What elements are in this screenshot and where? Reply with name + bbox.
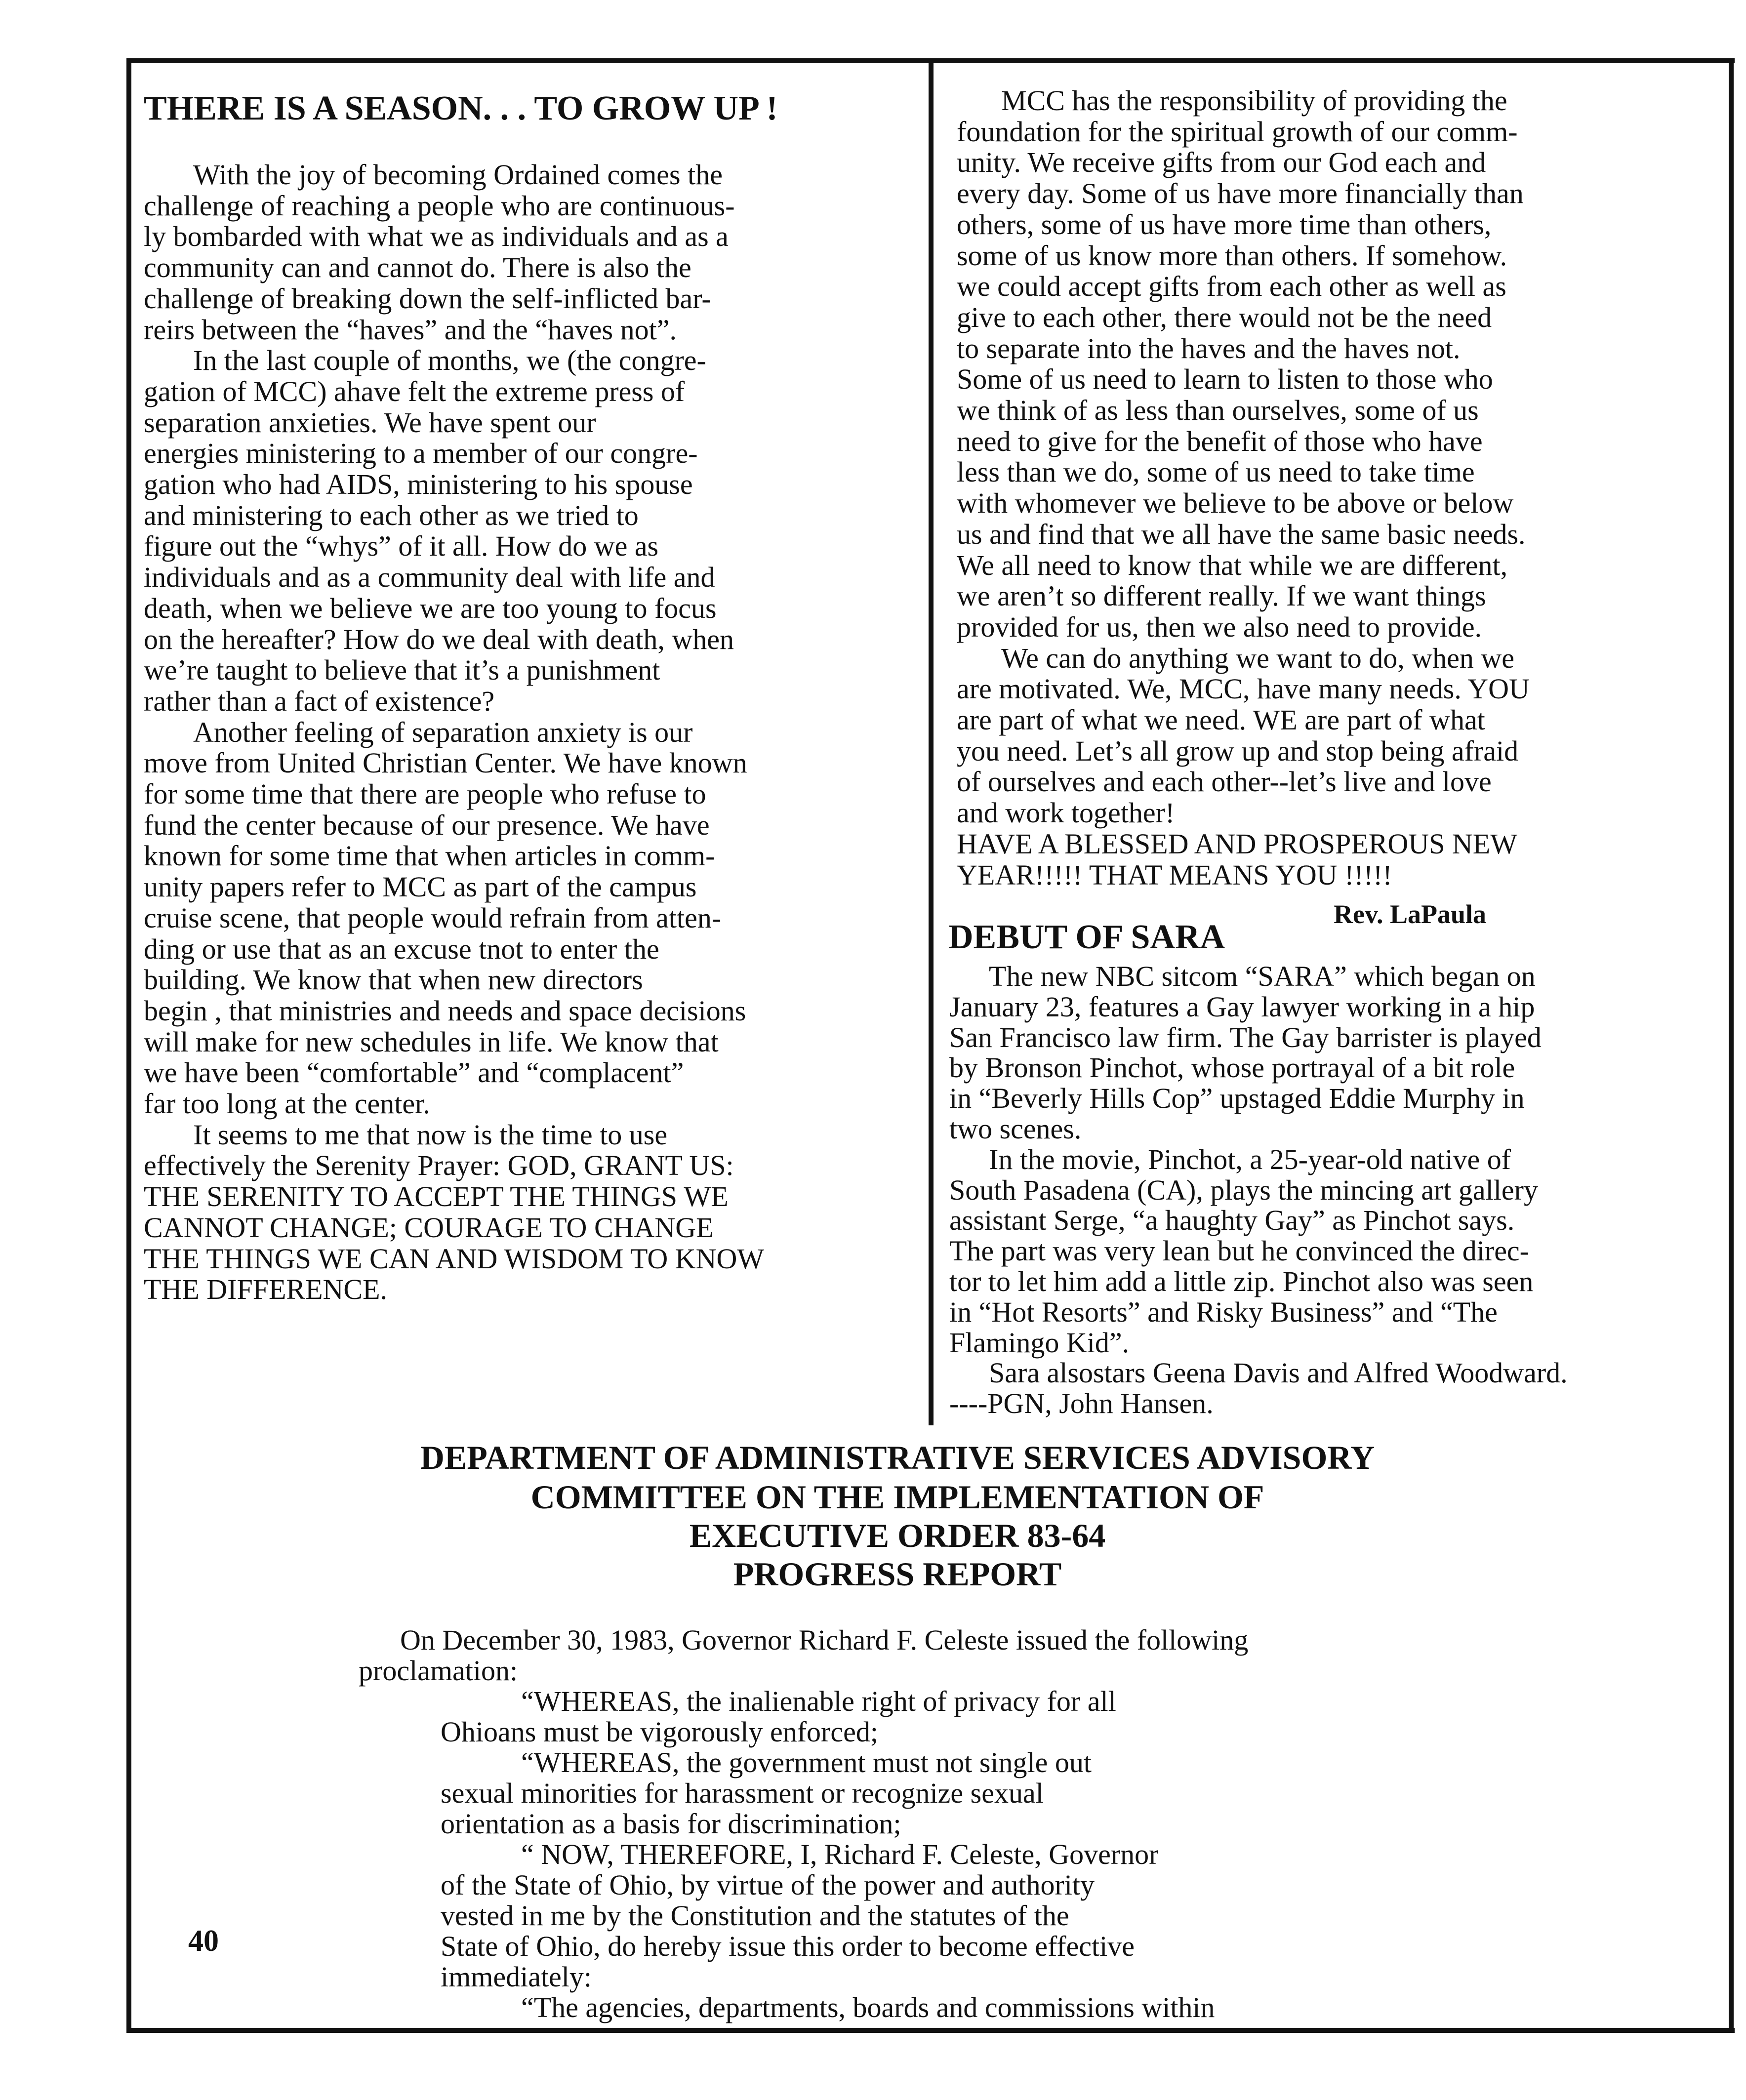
text-line: two scenes. — [949, 1113, 1082, 1145]
text-line: begin , that ministries and needs and space decisions — [144, 994, 746, 1027]
text-line: by Bronson Pinchot, whose portrayal of a bit role — [949, 1051, 1515, 1084]
text-line: “The agencies, departments, boards and commissions within — [521, 1991, 1215, 2023]
text-line: With the joy of becoming Ordained comes the — [193, 159, 723, 191]
text-line: challenge of breaking down the self-inflicted bar- — [144, 282, 711, 315]
text-line: MCC has the responsibility of providing the — [1001, 84, 1507, 117]
text-line: San Francisco law firm. The Gay barrister is played — [949, 1021, 1542, 1053]
text-line: of ourselves and each other--let’s live and love — [957, 766, 1492, 798]
text-line: figure out the “whys” of it all. How do we as — [144, 530, 659, 563]
text-line: It seems to me that now is the time to use — [193, 1118, 668, 1151]
text-line: we’re taught to believe that it’s a punishment — [144, 654, 660, 687]
text-line: us and find that we all have the same basic needs. — [957, 518, 1526, 550]
report-title-line-3: EXECUTIVE ORDER 83-64 — [689, 1517, 1106, 1554]
text-line: known for some time that when articles in comm- — [144, 840, 715, 872]
report-title-line-2: COMMITTEE ON THE IMPLEMENTATION OF — [530, 1478, 1264, 1516]
text-line: State of Ohio, do hereby issue this order to become effective — [441, 1930, 1135, 1962]
text-line: Sara alsostars Geena Davis and Alfred Woodward. — [989, 1357, 1568, 1389]
text-line: gation who had AIDS, ministering to his spouse — [144, 468, 693, 500]
text-line: to separate into the haves and the haves not. — [957, 332, 1461, 364]
text-line: THE DIFFERENCE. — [144, 1273, 387, 1306]
report-intro-line: On December 30, 1983, Governor Richard F. Celeste issued the following — [400, 1624, 1249, 1656]
text-line: gation of MCC) ahave felt the extreme press of — [144, 375, 685, 407]
text-line: far too long at the center. — [144, 1088, 430, 1120]
text-line: foundation for the spiritual growth of our comm- — [957, 115, 1518, 148]
column-divider — [929, 58, 934, 1425]
left-article-title: THERE IS A SEASON. . . TO GROW UP ! — [144, 89, 778, 127]
text-line: community can and cannot do. There is also the — [144, 251, 691, 284]
frame-right-border — [1729, 58, 1734, 2033]
text-line: Flamingo Kid”. — [949, 1326, 1130, 1359]
text-line: will make for new schedules in life. We know that — [144, 1025, 719, 1058]
frame-left-border — [126, 58, 131, 2033]
text-line: “WHEREAS, the government must not single out — [521, 1746, 1092, 1778]
text-line: we have been “comfortable” and “complacent” — [144, 1056, 684, 1089]
text-line: immediately: — [441, 1961, 592, 1993]
report-title-line-4: PROGRESS REPORT — [733, 1555, 1062, 1593]
text-line: We all need to know that while we are different, — [957, 549, 1508, 581]
text-line: individuals and as a community deal with life and — [144, 561, 715, 594]
text-line: death, when we believe we are too young to focus — [144, 592, 717, 624]
text-line: In the last couple of months, we (the congre- — [193, 344, 706, 377]
text-line: orientation as a basis for discrimination; — [441, 1808, 901, 1840]
text-line: need to give for the benefit of those who have — [957, 425, 1483, 457]
report-title-line-1: DEPARTMENT OF ADMINISTRATIVE SERVICES ADVISORY — [420, 1439, 1375, 1476]
text-line: The new NBC sitcom “SARA” which began on — [989, 960, 1536, 992]
text-line: “WHEREAS, the inalienable right of privacy for all — [521, 1685, 1116, 1717]
text-line: others, some of us have more time than others, — [957, 208, 1492, 241]
text-line: we think of as less than ourselves, some of us — [957, 394, 1479, 426]
text-line: move from United Christian Center. We have known — [144, 747, 747, 779]
text-line: unity papers refer to MCC as part of the campus — [144, 871, 697, 903]
text-line: less than we do, some of us need to take time — [957, 456, 1475, 488]
frame-bottom-border — [126, 2028, 1735, 2033]
page-number: 40 — [188, 1924, 219, 1958]
text-line: unity. We receive gifts from our God each and — [957, 146, 1486, 179]
text-line: of the State of Ohio, by virtue of the power and authority — [441, 1869, 1095, 1901]
text-line: South Pasadena (CA), plays the mincing art gallery — [949, 1173, 1538, 1206]
text-line: rather than a fact of existence? — [144, 685, 495, 717]
text-line: vested in me by the Constitution and the statutes of the — [441, 1899, 1069, 1932]
text-line: “ NOW, THEREFORE, I, Richard F. Celeste, Governor — [521, 1838, 1159, 1870]
text-line: YEAR!!!!! THAT MEANS YOU !!!!! — [957, 858, 1392, 891]
text-line: every day. Some of us have more financially than — [957, 177, 1524, 210]
text-line: are motivated. We, MCC, have many needs. YOU — [957, 673, 1530, 705]
signature: Rev. LaPaula — [1334, 899, 1487, 929]
text-line: CANNOT CHANGE; COURAGE TO CHANGE — [144, 1211, 714, 1244]
text-line: separation anxieties. We have spent our — [144, 406, 596, 439]
text-line: In the movie, Pinchot, a 25-year-old native of — [989, 1143, 1511, 1175]
text-line: for some time that there are people who refuse to — [144, 778, 706, 810]
text-line: are part of what we need. WE are part of what — [957, 704, 1485, 736]
text-line: give to each other, there would not be the need — [957, 301, 1492, 333]
text-line: THE THINGS WE CAN AND WISDOM TO KNOW — [144, 1242, 765, 1275]
text-line: in “Hot Resorts” and Risky Business” and “The — [949, 1295, 1498, 1328]
text-line: The part was very lean but he convinced the direc- — [949, 1235, 1529, 1267]
text-line: Some of us need to learn to listen to those who — [957, 363, 1493, 396]
text-line: in “Beverly Hills Cop” upstaged Eddie Murphy in — [949, 1082, 1525, 1115]
text-line: we aren’t so different really. If we want things — [957, 580, 1486, 612]
text-line: fund the center because of our presence. We have — [144, 808, 710, 841]
text-line: ----PGN, John Hansen. — [949, 1387, 1214, 1420]
text-line: sexual minorities for harassment or recognize sexual — [441, 1777, 1044, 1809]
text-line: Ohioans must be vigorously enforced; — [441, 1716, 878, 1748]
text-line: building. We know that when new directors — [144, 964, 643, 996]
text-line: you need. Let’s all grow up and stop being afraid — [957, 734, 1519, 767]
text-line: energies ministering to a member of our congre- — [144, 437, 698, 470]
text-line: provided for us, then we also need to provide. — [957, 610, 1482, 643]
text-line: assistant Serge, “a haughty Gay” as Pinchot says. — [949, 1204, 1515, 1237]
text-line: we could accept gifts from each other as well as — [957, 270, 1506, 303]
text-line: tor to let him add a little zip. Pinchot also was seen — [949, 1265, 1534, 1297]
sara-article-title: DEBUT OF SARA — [948, 918, 1225, 956]
text-line: effectively the Serenity Prayer: GOD, GRANT US: — [144, 1149, 734, 1182]
text-line: ly bombarded with what we as individuals and as a — [144, 220, 729, 253]
text-line: challenge of reaching a people who are continuous- — [144, 189, 735, 222]
text-line: reirs between the “haves” and the “haves not”. — [144, 313, 677, 346]
text-line: Another feeling of separation anxiety is our — [193, 716, 693, 748]
text-line: HAVE A BLESSED AND PROSPEROUS NEW — [957, 827, 1517, 860]
text-line: ding or use that as an excuse tnot to enter the — [144, 932, 659, 965]
text-line: and ministering to each other as we tried to — [144, 499, 639, 531]
text-line: January 23, features a Gay lawyer working in a hip — [949, 990, 1535, 1023]
text-line: and work together! — [957, 797, 1175, 829]
text-line: with whomever we believe to be above or below — [957, 487, 1514, 520]
text-line: cruise scene, that people would refrain from atten- — [144, 901, 722, 934]
text-line: on the hereafter? How do we deal with death, when — [144, 623, 734, 655]
text-line: We can do anything we want to do, when we — [1001, 642, 1515, 674]
text-line: some of us know more than others. If somehow. — [957, 239, 1507, 272]
text-line: THE SERENITY TO ACCEPT THE THINGS WE — [144, 1180, 729, 1213]
report-intro-line: proclamation: — [359, 1655, 518, 1687]
